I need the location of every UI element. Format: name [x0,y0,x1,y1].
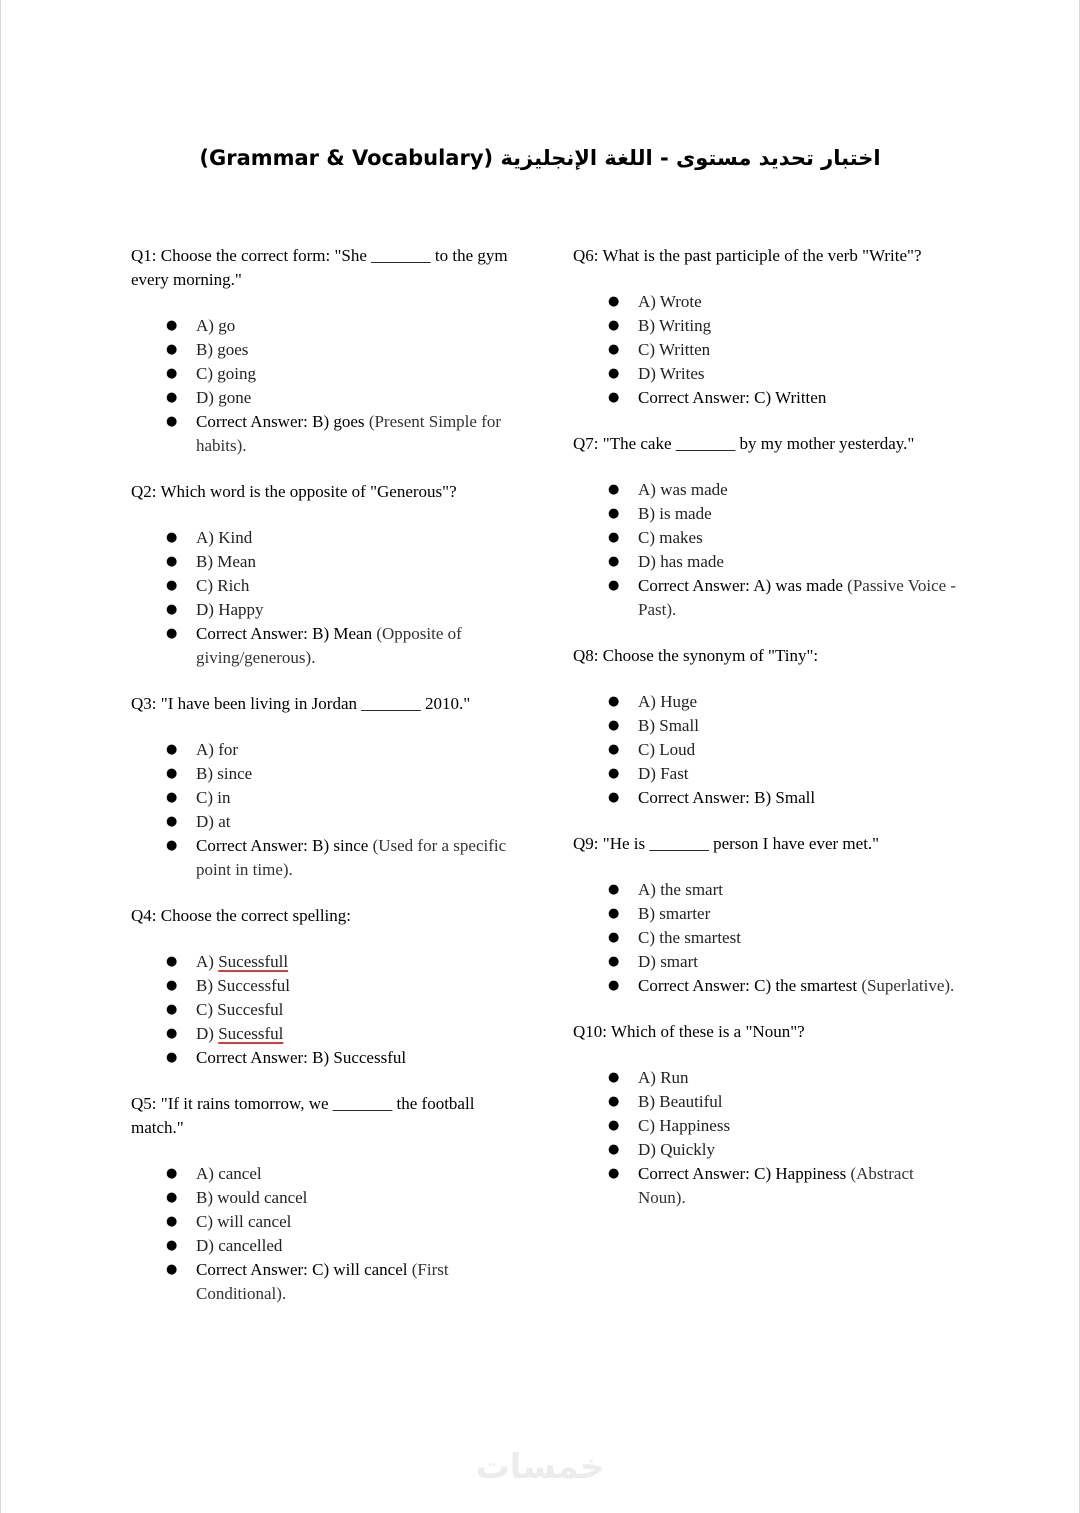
question-6 [573,244,958,410]
option-item: ● D) smart [573,950,958,974]
correct-answer: ● Correct Answer: C) will cancel (First Conditional). [166,1260,449,1303]
question-text: Q6: What is the past participle of the verb "Write"? [573,246,922,265]
bullet-icon: ● [608,530,620,545]
bullet-icon: ● [166,366,178,381]
bullet-icon: ● [608,1142,620,1157]
option-item: ● B) smarter [573,902,958,926]
option-item: ● B) Successful [131,974,516,998]
option-item: ● A) go [131,314,516,338]
option-item: ● A) for [131,738,516,762]
option-item: ● C) Happiness [573,1114,958,1138]
option-item: ● B) since [131,762,516,786]
correct-answer: ● Correct Answer: A) was made (Passive Voice - Past). [608,576,957,619]
right-column [573,244,958,1232]
watermark-logo: خمسات [475,1447,605,1487]
question-text: Q4: Choose the correct spelling: [131,906,352,925]
question-8 [573,644,958,810]
bullet-icon: ● [166,742,178,757]
bullet-icon: ● [166,554,178,569]
option-item: ● D) cancelled [131,1234,516,1258]
question-text: Q2: Which word is the opposite of "Generous"? [131,482,457,501]
options-list [573,878,958,998]
bullet-icon: ● [608,694,620,709]
options-list [131,1162,516,1306]
bullet-icon: ● [166,814,178,829]
bullet-icon: ● [608,1094,620,1109]
option-item: ● A) cancel [131,1162,516,1186]
bullet-icon: ● [166,414,178,429]
bullet-icon: ● [166,626,178,641]
bullet-icon: ● [608,318,620,333]
bullet-icon: ● [166,530,178,545]
question-1 [131,244,516,458]
option-item: ● D) Fast [573,762,958,786]
question-text: Q3: "I have been living in Jordan _______ 2010." [131,694,471,713]
bullet-icon: ● [608,1070,620,1085]
bullet-icon: ● [608,930,620,945]
bullet-icon: ● [166,1166,178,1181]
correct-answer: ● Correct Answer: B) Successful [131,1046,516,1070]
bullet-icon: ● [608,342,620,357]
bullet-icon: ● [166,1190,178,1205]
bullet-icon: ● [608,1166,620,1181]
correct-answer: ● Correct Answer: C) Written [573,386,958,410]
correct-answer: ● Correct Answer: B) Mean (Opposite of giving/generous). [166,624,462,667]
correct-answer: ● Correct Answer: B) goes (Present Simple for habits). [166,412,502,455]
bullet-icon: ● [166,578,178,593]
bullet-icon: ● [166,1262,178,1277]
option-item: ● B) goes [131,338,516,362]
option-item: ● B) Writing [573,314,958,338]
question-2 [131,480,516,670]
bullet-icon: ● [608,906,620,921]
option-item: ● D) Happy [131,598,516,622]
bullet-icon: ● [608,366,620,381]
question-text: Q8: Choose the synonym of "Tiny": [573,646,819,665]
page-title: اختبار تحديد مستوى - اللغة الإنجليزية (Grammar & Vocabulary) [199,146,881,170]
option-item: ● C) Loud [573,738,958,762]
options-list [573,290,958,410]
option-item: ● C) going [131,362,516,386]
option-item: ● A) Huge [573,690,958,714]
bullet-icon: ● [608,482,620,497]
options-list [131,314,516,458]
option-item: ● A) Kind [131,526,516,550]
options-list [131,526,516,670]
bullet-icon: ● [608,790,620,805]
question-7 [573,432,958,622]
correct-answer: ● Correct Answer: B) Small [573,786,958,810]
options-list [573,478,958,622]
bullet-icon: ● [166,1214,178,1229]
question-9 [573,832,958,998]
bullet-icon: ● [608,718,620,733]
bullet-icon: ● [166,838,178,853]
option-item: ● A) Sucessfull [131,950,516,974]
left-column [131,244,516,1328]
option-item: ● B) Beautiful [573,1090,958,1114]
option-item: ● C) the smartest [573,926,958,950]
option-item: ● C) Rich [131,574,516,598]
option-item: ● D) Quickly [573,1138,958,1162]
question-text: Q10: Which of these is a "Noun"? [573,1022,805,1041]
question-text: Q1: Choose the correct form: "She _______ to the gym every morning." [131,246,508,289]
bullet-icon: ● [166,390,178,405]
bullet-icon: ● [166,766,178,781]
option-item: ● C) Succesful [131,998,516,1022]
option-item: ● C) Written [573,338,958,362]
question-3 [131,692,516,882]
option-item: ● A) Run [573,1066,958,1090]
options-list [131,738,516,882]
bullet-icon: ● [166,1026,178,1041]
option-item: ● C) will cancel [131,1210,516,1234]
bullet-icon: ● [608,882,620,897]
correct-answer: ● Correct Answer: C) the smartest (Superlative). [573,974,958,998]
bullet-icon: ● [608,390,620,405]
question-4 [131,904,516,1070]
options-list [573,1066,958,1210]
bullet-icon: ● [608,506,620,521]
bullet-icon: ● [608,554,620,569]
option-item: ● A) the smart [573,878,958,902]
bullet-icon: ● [166,602,178,617]
question-text: Q5: "If it rains tomorrow, we _______ the football match." [131,1094,475,1137]
correct-answer: ● Correct Answer: C) Happiness (Abstract Noun). [608,1164,914,1207]
bullet-icon: ● [166,978,178,993]
option-item: ● B) would cancel [131,1186,516,1210]
question-5 [131,1092,516,1306]
bullet-icon: ● [166,342,178,357]
question-10 [573,1020,958,1210]
bullet-icon: ● [166,790,178,805]
option-item: ● C) makes [573,526,958,550]
option-item: ● D) gone [131,386,516,410]
bullet-icon: ● [608,978,620,993]
option-item: ● B) Mean [131,550,516,574]
bullet-icon: ● [608,294,620,309]
misspelled-word: Sucessfull [218,952,289,971]
bullet-icon: ● [166,1238,178,1253]
bullet-icon: ● [166,954,178,969]
misspelled-word: Sucessful [218,1024,284,1043]
bullet-icon: ● [608,766,620,781]
option-item: ● B) Small [573,714,958,738]
option-item: ● C) in [131,786,516,810]
option-item: ● B) is made [573,502,958,526]
option-item: ● D) has made [573,550,958,574]
bullet-icon: ● [608,1118,620,1133]
question-text: Q7: "The cake _______ by my mother yesterday." [573,434,915,453]
page-border-left [0,0,1,1513]
option-item: ● A) was made [573,478,958,502]
bullet-icon: ● [166,1002,178,1017]
correct-answer: ● Correct Answer: B) since (Used for a specific point in time). [166,836,507,879]
question-text: Q9: "He is _______ person I have ever met." [573,834,880,853]
option-item: ● D) at [131,810,516,834]
bullet-icon: ● [608,578,620,593]
options-list [573,690,958,810]
options-list [131,950,516,1070]
option-item: ● D) Sucessful [131,1022,516,1046]
bullet-icon: ● [608,742,620,757]
bullet-icon: ● [608,954,620,969]
option-item: ● D) Writes [573,362,958,386]
option-item: ● A) Wrote [573,290,958,314]
bullet-icon: ● [166,1050,178,1065]
bullet-icon: ● [166,318,178,333]
